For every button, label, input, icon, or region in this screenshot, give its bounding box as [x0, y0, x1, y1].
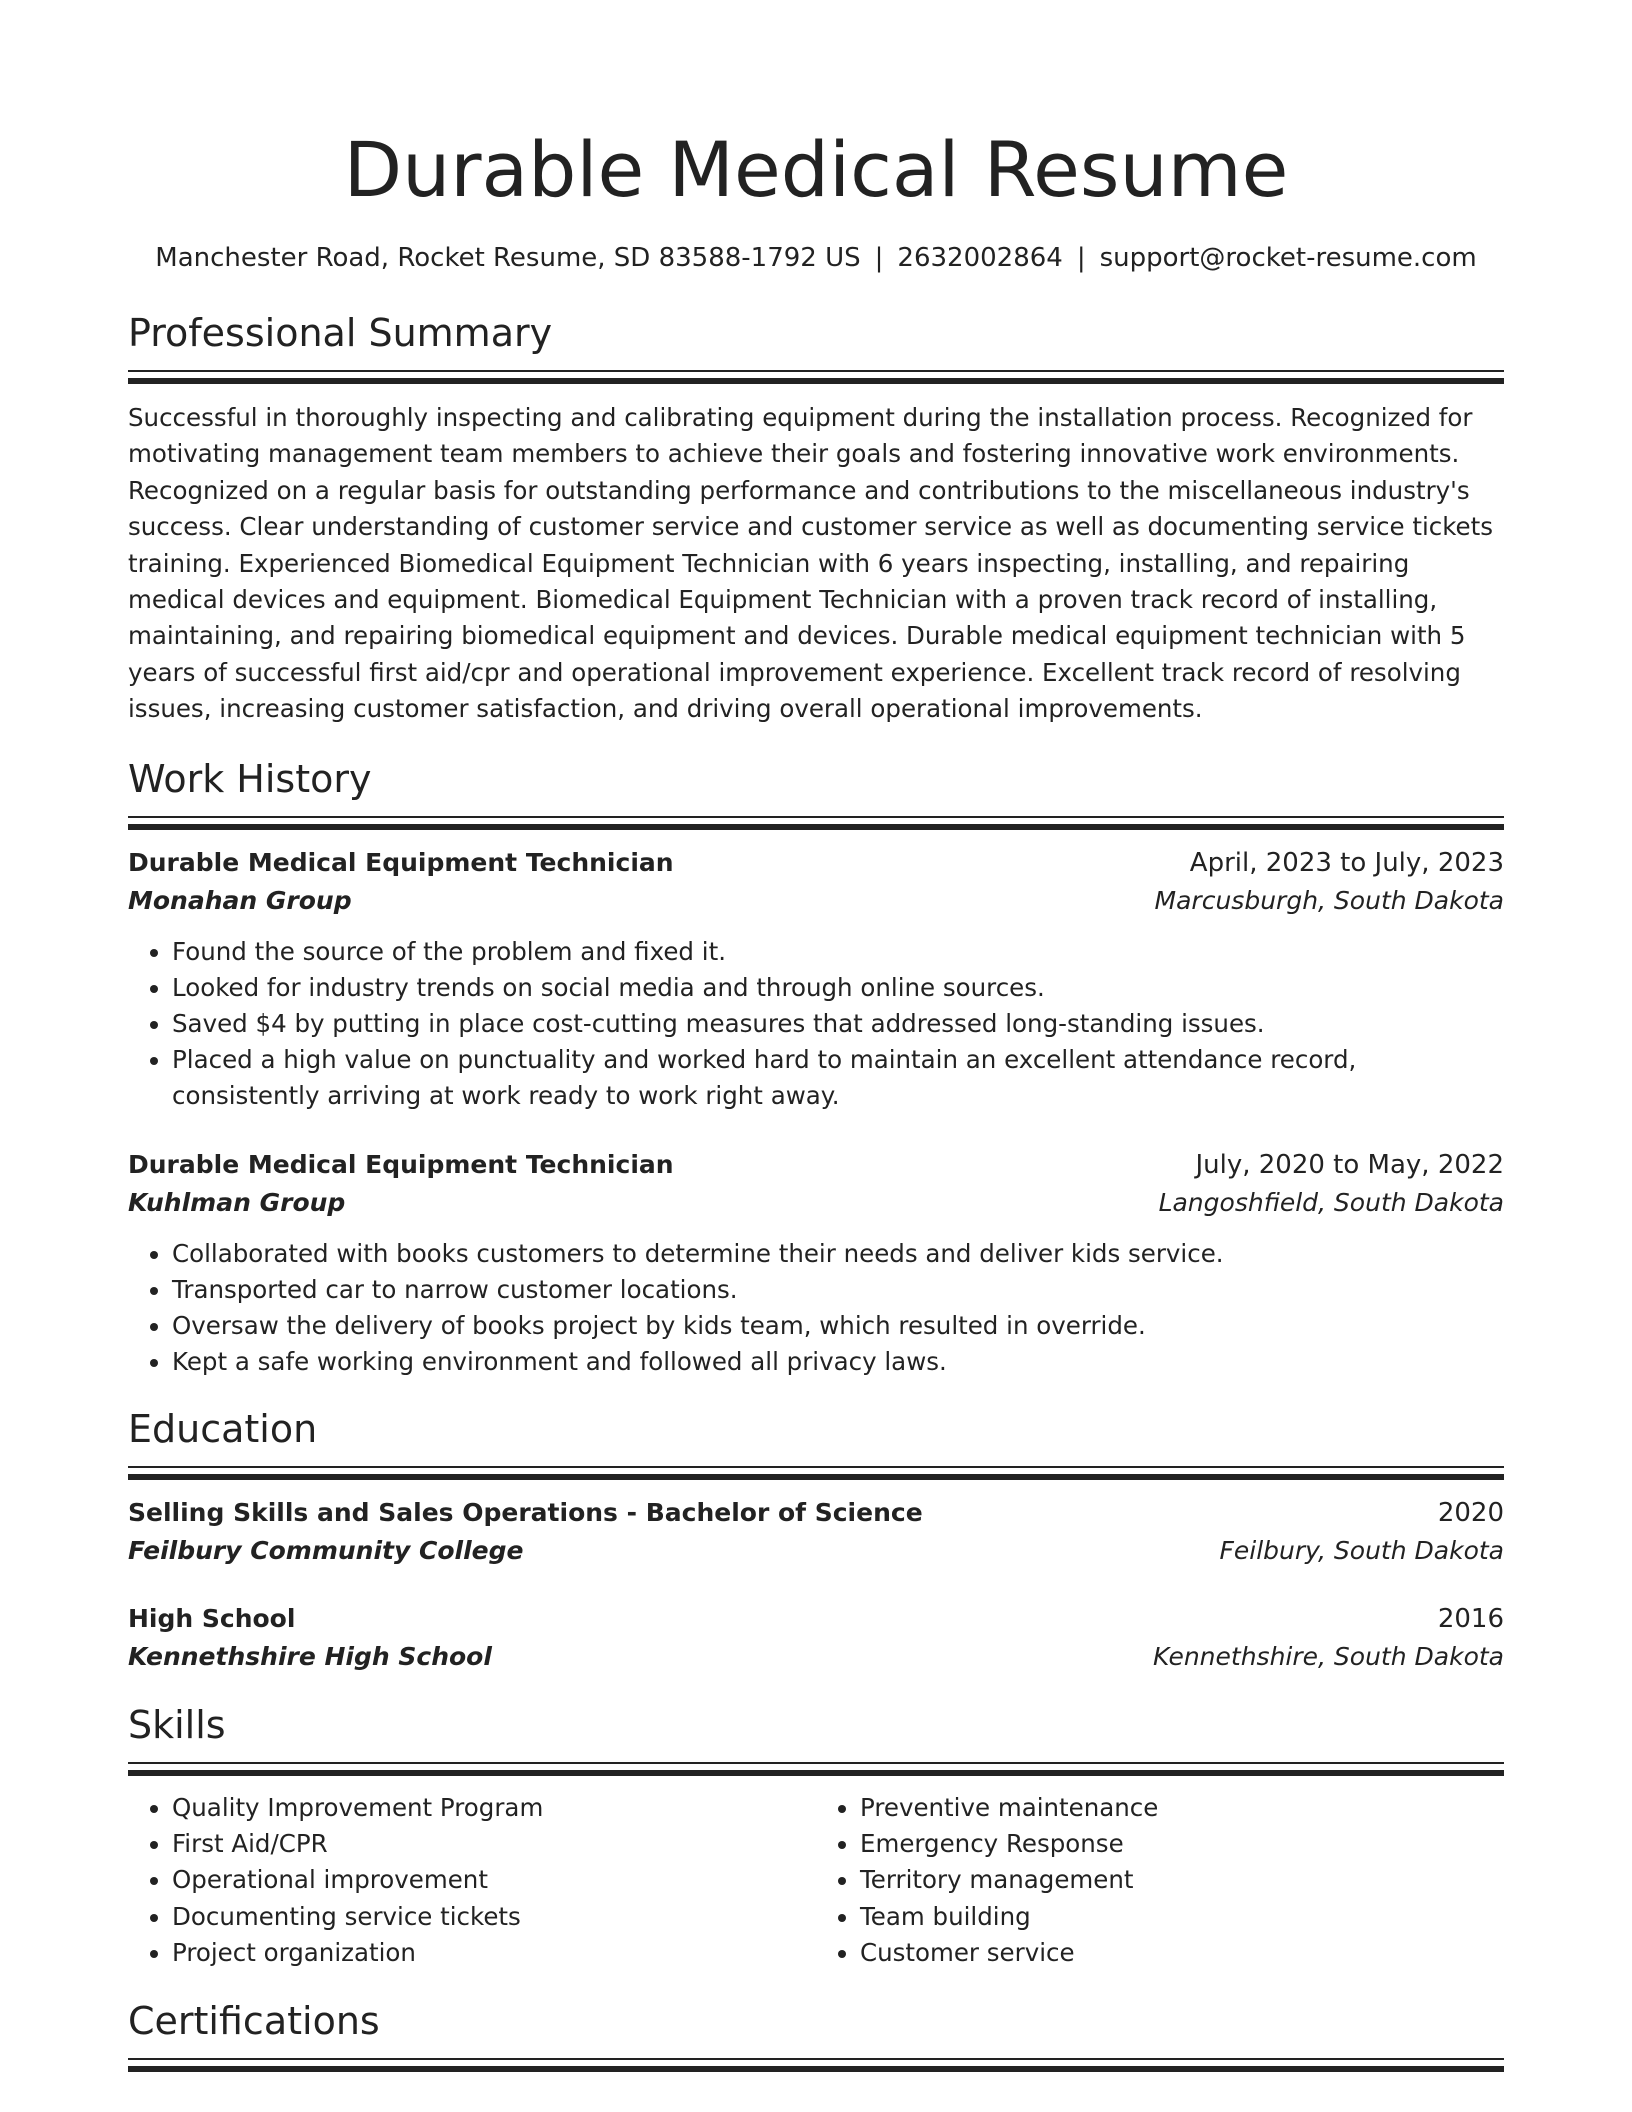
job-bullet: • Kept a safe working environment and followed all privacy laws. [172, 1344, 1504, 1380]
job-bullets [128, 1236, 1504, 1380]
education-school: Feilbury Community College [128, 1535, 524, 1565]
summary-section [128, 306, 1504, 728]
summary-text: Successful in thoroughly inspecting and calibrating equipment during the installation process. Recognized for motivating management team members to achieve their goals and fostering innovative work environments. Recognized on a regular basis for outstanding performance and contributions to the miscellaneous industry's success. Clear understanding of customer service and customer service as well as documenting service tickets training. Experienced Biomedical Equipment Technician with 6 years inspecting, installing, and repairing medical devices and equipment. Biomedical Equipment Technician with a proven track record of installing, maintaining, and repairing biomedical equipment and devices. Durable medical equipment technician with 5 years of successful first aid/cpr and operational improvement experience. Excellent track record of resolving issues, increasing customer satisfaction, and driving overall operational improvements. [128, 403, 1493, 724]
education-school-row [128, 1532, 1504, 1570]
skills-column-right [816, 1790, 1504, 1972]
section-divider-thick [128, 1474, 1504, 1480]
contact-phone: 2632002864 [897, 243, 1063, 273]
job-dates: July, 2020 to May, 2022 [1195, 1149, 1504, 1180]
section-divider [128, 370, 1504, 372]
section-divider-thick [128, 1770, 1504, 1776]
education-entry [128, 1494, 1504, 1570]
contact-line [128, 238, 1504, 278]
section-title-certifications: Certifications [128, 1998, 380, 2043]
job-location: Langoshfield, South Dakota [1158, 1187, 1504, 1217]
job-company: Kuhlman Group [128, 1187, 346, 1217]
section-divider-thick [128, 2066, 1504, 2072]
section-divider-thick [128, 824, 1504, 830]
skills-grid [128, 1790, 1504, 1972]
job-bullet: • Looked for industry trends on social media and through online sources. [172, 970, 1504, 1006]
section-title-skills: Skills [128, 1702, 226, 1747]
education-school-row [128, 1638, 1504, 1676]
job-bullet: • Found the source of the problem and fixed it. [172, 934, 1504, 970]
education-header-row [128, 1600, 1504, 1638]
section-divider [128, 1466, 1504, 1468]
education-year: 2016 [1437, 1603, 1504, 1634]
job-bullet: • Collaborated with books customers to determine their needs and deliver kids service. [172, 1236, 1504, 1272]
resume-page [128, 118, 1504, 2072]
job-dates: April, 2023 to July, 2023 [1189, 847, 1504, 878]
skill-item: • Project organization [172, 1935, 816, 1971]
skills-column-left [128, 1790, 816, 1972]
skill-item: • Customer service [860, 1935, 1504, 1971]
section-title-education: Education [128, 1406, 318, 1451]
education-location: Feilbury, South Dakota [1219, 1535, 1504, 1565]
contact-email: support@rocket-resume.com [1099, 243, 1477, 273]
contact-separator: | [874, 243, 884, 273]
job-company-row [128, 1184, 1504, 1222]
education-year: 2020 [1437, 1497, 1504, 1528]
skill-item: • Preventive maintenance [860, 1790, 1504, 1826]
skill-item: • Operational improvement [172, 1862, 816, 1898]
education-degree: Selling Skills and Sales Operations - Bachelor of Science [128, 1497, 923, 1527]
job-title: Durable Medical Equipment Technician [128, 847, 674, 877]
job-company-row [128, 882, 1504, 920]
skill-item: • Documenting service tickets [172, 1899, 816, 1935]
job-bullets [128, 934, 1504, 1114]
section-divider [128, 816, 1504, 818]
job-header-row [128, 1146, 1504, 1184]
certifications-section [128, 1994, 1504, 2072]
section-divider-thick [128, 378, 1504, 384]
resume-name: Durable Medical Resume [343, 125, 1289, 214]
education-entry [128, 1600, 1504, 1676]
work-section [128, 752, 1504, 1380]
skill-item: • Emergency Response [860, 1826, 1504, 1862]
education-header-row [128, 1494, 1504, 1532]
job-bullet: • Saved $4 by putting in place cost-cutting measures that addressed long-standing issues. [172, 1006, 1504, 1042]
job-bullet: • Oversaw the delivery of books project by kids team, which resulted in override. [172, 1308, 1504, 1344]
education-school: Kennethshire High School [128, 1641, 492, 1671]
job-bullet: • Placed a high value on punctuality and worked hard to maintain an excellent attendance record, consistently arriving at work ready to work right away. [172, 1042, 1504, 1114]
job-header-row [128, 844, 1504, 882]
job-entry [128, 844, 1504, 1114]
skill-item: • First Aid/CPR [172, 1826, 816, 1862]
education-section [128, 1402, 1504, 1676]
section-title-summary: Professional Summary [128, 311, 553, 355]
job-title: Durable Medical Equipment Technician [128, 1149, 674, 1179]
job-company: Monahan Group [128, 885, 352, 915]
skill-item: • Team building [860, 1899, 1504, 1935]
job-bullet: • Transported car to narrow customer locations. [172, 1272, 1504, 1308]
education-location: Kennethshire, South Dakota [1152, 1641, 1504, 1671]
contact-address: Manchester Road, Rocket Resume, SD 83588-1792 US [155, 243, 861, 273]
job-entry [128, 1146, 1504, 1380]
contact-separator: | [1076, 243, 1086, 273]
education-degree: High School [128, 1603, 296, 1633]
job-location: Marcusburgh, South Dakota [1154, 885, 1504, 915]
skill-item: • Territory management [860, 1862, 1504, 1898]
skill-item: • Quality Improvement Program [172, 1790, 816, 1826]
skills-section [128, 1698, 1504, 1972]
section-title-work: Work History [128, 756, 372, 801]
section-divider [128, 2058, 1504, 2060]
section-divider [128, 1762, 1504, 1764]
